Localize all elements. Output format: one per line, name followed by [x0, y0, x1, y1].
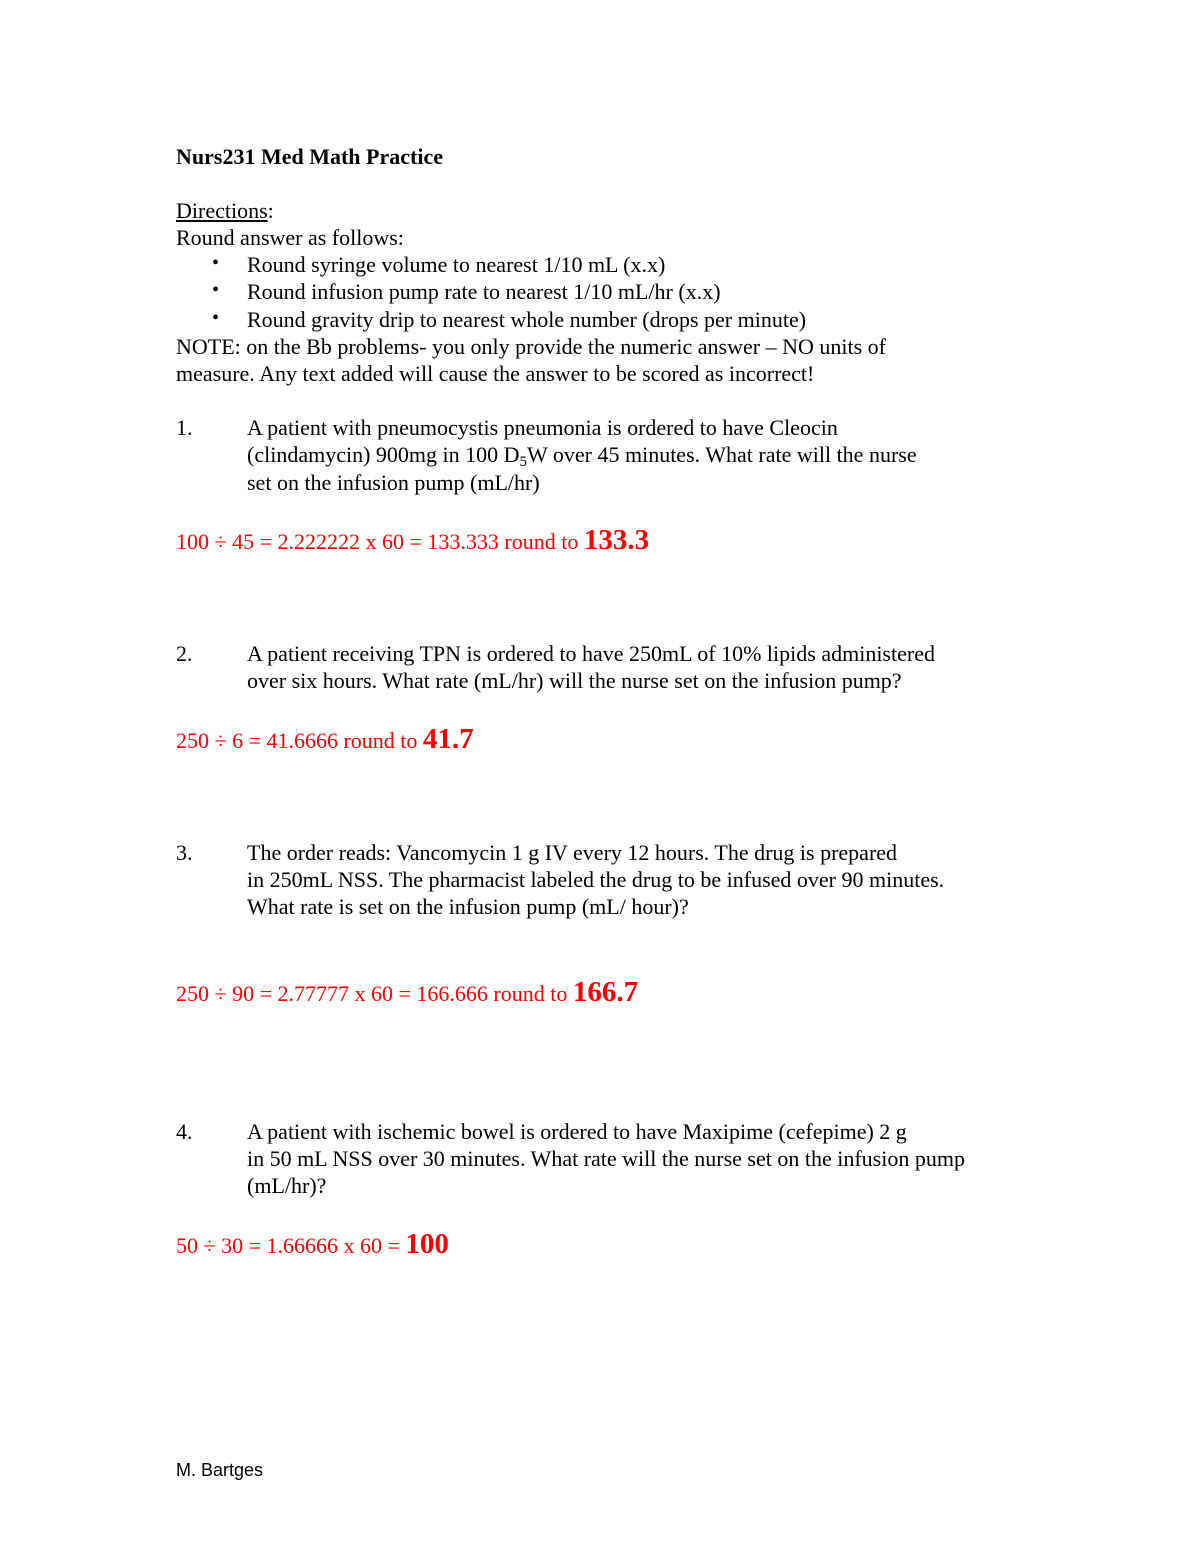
answer-equation: 250 ÷ 6 = 41.6666 round to	[176, 728, 423, 753]
problem-text: A patient with pneumocystis pneumonia is ordered to have Cleocin	[247, 415, 838, 440]
problem-text: in 50 mL NSS over 30 minutes. What rate will the nurse set on the infusion pump	[247, 1146, 965, 1171]
bullet-item: Round syringe volume to nearest 1/10 mL (x.x)	[247, 252, 666, 277]
problem-text: (mL/hr)?	[247, 1173, 327, 1198]
answer-value: 166.7	[572, 976, 639, 1008]
page-title: Nurs231 Med Math Practice	[176, 144, 443, 169]
problem-text: What rate is set on the infusion pump (mL/ hour)?	[247, 894, 689, 919]
bullet-item: Round infusion pump rate to nearest 1/10 mL/hr (x.x)	[247, 279, 721, 304]
directions-intro: Round answer as follows:	[176, 225, 404, 250]
problem-text: A patient with ischemic bowel is ordered to have Maxipime (cefepime) 2 g	[247, 1119, 907, 1144]
note-line: measure. Any text added will cause the answer to be scored as incorrect!	[176, 361, 815, 386]
problem-text: The order reads: Vancomycin 1 g IV every 12 hours. The drug is prepared	[247, 840, 898, 865]
subscript: 5	[519, 454, 528, 470]
answer-value: 100	[405, 1228, 449, 1260]
problem-number: 4.	[176, 1119, 193, 1144]
bullet-icon: •	[212, 279, 220, 301]
note-line: NOTE: on the Bb problems- you only provide the numeric answer – NO units of	[176, 334, 886, 359]
bullet-icon: •	[212, 307, 220, 329]
answer-equation: 100 ÷ 45 = 2.222222 x 60 = 133.333 round to	[176, 529, 584, 554]
answer-equation: 250 ÷ 90 = 2.77777 x 60 = 166.666 round to	[176, 981, 573, 1006]
answer-line	[176, 723, 474, 756]
problem-text: A patient receiving TPN is ordered to have 250mL of 10% lipids administered	[247, 641, 935, 666]
answer-value: 41.7	[422, 723, 474, 755]
problem-text: over six hours. What rate (mL/hr) will the nurse set on the infusion pump?	[247, 668, 902, 693]
problem-text: set on the infusion pump (mL/hr)	[247, 470, 540, 495]
bullet-icon: •	[212, 252, 220, 274]
answer-line	[176, 524, 649, 557]
answer-line	[176, 1228, 449, 1261]
problem-text	[247, 441, 917, 468]
problem-text-part: (clindamycin) 900mg in 100 D	[247, 442, 520, 467]
directions-heading-text: Directions	[176, 198, 268, 223]
problem-number: 1.	[176, 415, 193, 440]
problem-number: 2.	[176, 641, 193, 666]
problem-number: 3.	[176, 840, 193, 865]
directions-colon: :	[267, 198, 274, 223]
footer-author: M. Bartges	[176, 1460, 264, 1480]
problem-text: in 250mL NSS. The pharmacist labeled the drug to be infused over 90 minutes.	[247, 867, 945, 892]
answer-value: 133.3	[583, 524, 650, 556]
answer-equation: 50 ÷ 30 = 1.66666 x 60 =	[176, 1233, 406, 1258]
bullet-item: Round gravity drip to nearest whole number (drops per minute)	[247, 307, 807, 332]
answer-line	[176, 976, 638, 1009]
problem-text-part: W over 45 minutes. What rate will the nurse	[527, 442, 917, 467]
directions-heading	[176, 197, 274, 224]
